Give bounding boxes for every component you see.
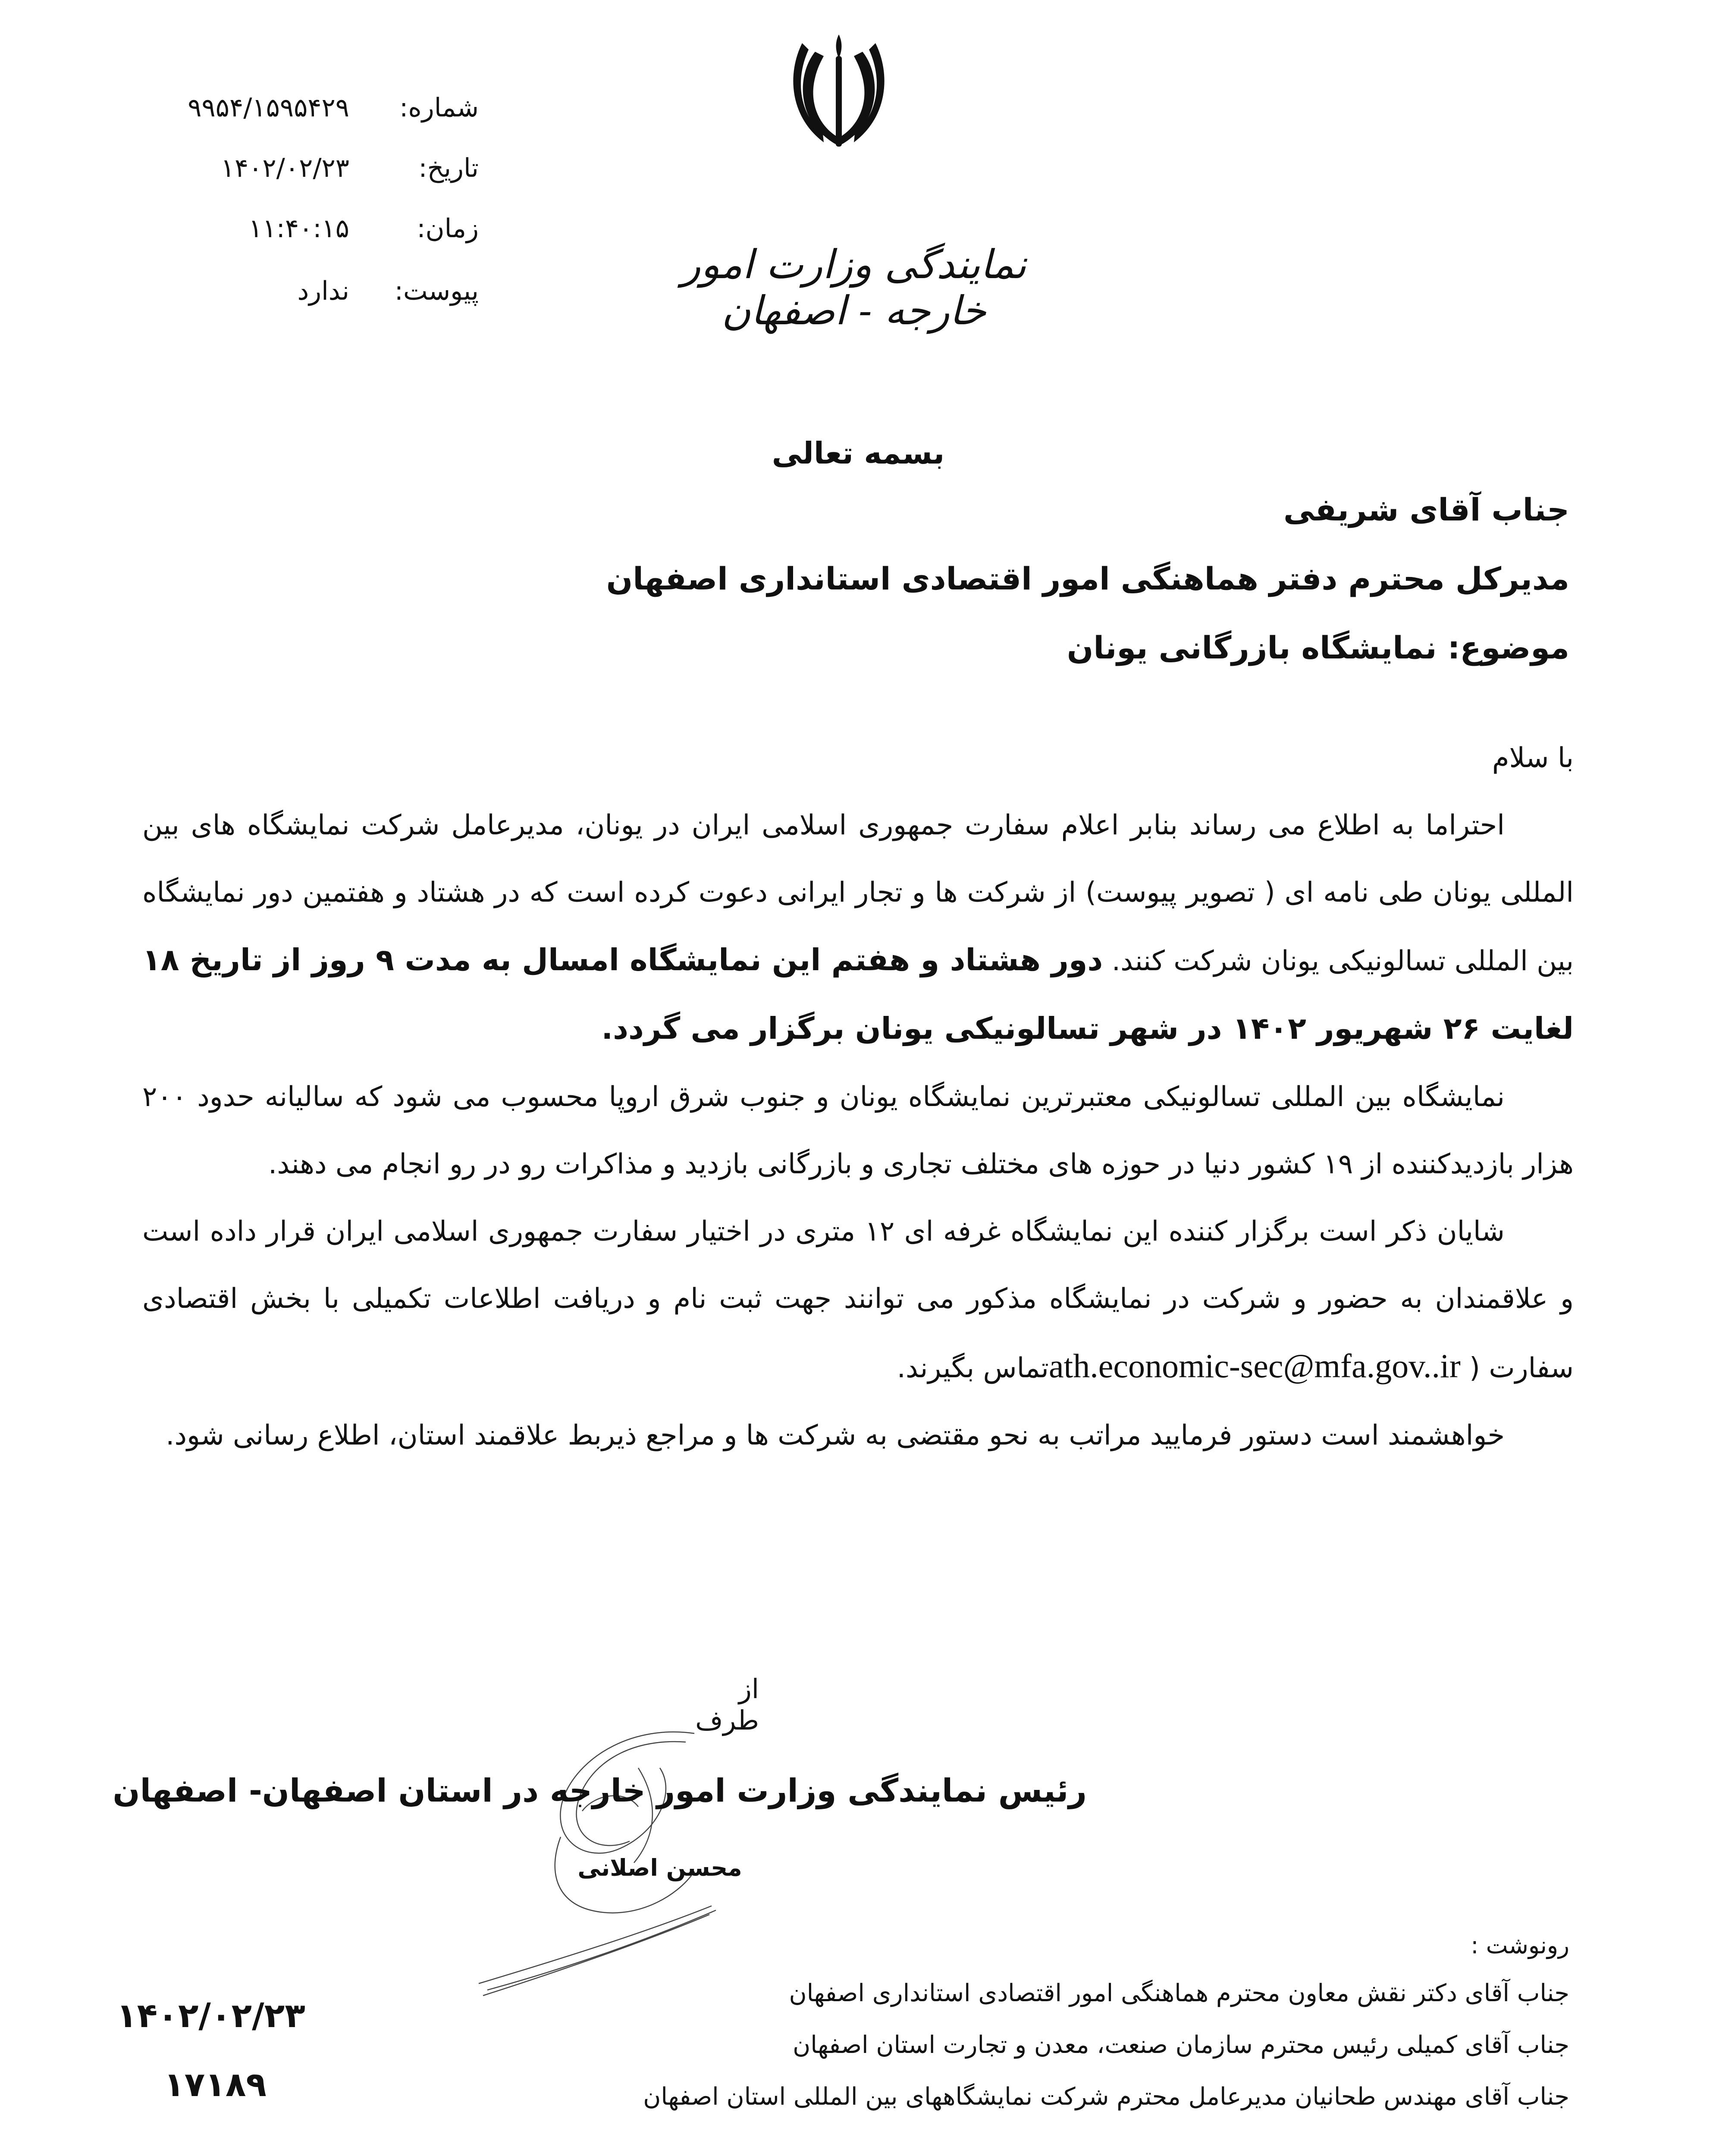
attachment-row [142, 276, 479, 323]
subject-line: موضوع: نمایشگاه بازرگانی یونان [1067, 630, 1569, 666]
attachment-value: ندارد [297, 276, 349, 306]
received-stamp-date: ۱۴۰۲/۰۲/۲۳ [116, 1996, 305, 2035]
on-behalf-of: از طرف [695, 1673, 759, 1736]
signatory-title: رئیس نمایندگی وزارت امور خارجه در استان اصفهان- اصفهان [113, 1772, 1087, 1809]
iran-emblem-icon [789, 26, 888, 155]
attachment-label: پیوست: [394, 276, 479, 306]
cc-recipient-3: جناب آقای مهندس طحانیان مدیرعامل محترم شرکت نمایشگاههای بین المللی استان اصفهان [643, 2083, 1569, 2111]
letter-time-label: زمان: [417, 213, 479, 244]
paragraph-3-end: تماس بگیرند. [897, 1352, 1049, 1384]
paragraph-2: نمایشگاه بین المللی تسالونیکی معتبرترین نمایشگاه یونان و جنوب شرق اروپا محسوب می شود که سالیانه حدود ۲۰۰ هزار بازدیدکننده از ۱۹ کشور دنیا در حوزه های مختلف تجاری و بازرگانی بازدید و مذاکرات رو در رو انجام می دهند. [142, 1081, 1574, 1180]
cc-label: رونوشت : [1471, 1932, 1569, 1959]
ministry-name: نمایندگی وزارت امور خارجه - اصفهان [681, 241, 1026, 334]
letter-time-value: ۱۱:۴۰:۱۵ [248, 213, 349, 244]
letter-number-label: شماره: [399, 93, 479, 123]
bismillah-heading: بسمه تعالی [772, 436, 945, 471]
cc-recipient-2: جناب آقای کمیلی رئیس محترم سازمان صنعت، معدن و تجارت استان اصفهان [793, 2031, 1569, 2059]
paragraph-1-bold: دور هشتاد و هفتم این نمایشگاه امسال به مدت ۹ روز از تاریخ ۱۸ لغایت ۲۶ شهریور ۱۴۰۲ در شهر تسالونیکی یونان برگزار می گردد. [142, 942, 1574, 1046]
greeting: با سلام [1492, 742, 1574, 774]
letter-time-row [142, 213, 479, 261]
paragraph-1 [142, 792, 1574, 1063]
letter-number-value: ۹۹۵۴/۱۵۹۵۴۲۹ [188, 93, 349, 123]
cc-recipient-1: جناب آقای دکتر نقش معاون محترم هماهنگی امور اقتصادی استانداری اصفهان [789, 1979, 1569, 2007]
letter-number-row [142, 93, 479, 140]
letter-date-label: تاریخ: [418, 153, 479, 183]
recipient-name: جناب آقای شریفی [1283, 492, 1569, 528]
received-stamp-number: ۱۷۱۸۹ [164, 2065, 267, 2104]
embassy-email: ath.economic-sec@mfa.gov..ir [1048, 1347, 1461, 1385]
letter-body [142, 724, 1574, 1469]
paragraph-4: خواهشمند است دستور فرمایید مراتب به نحو مقتضی به شرکت ها و مراجع ذیربط علاقمند استان، اطلاع رسانی شود. [166, 1420, 1505, 1451]
recipient-title: مدیرکل محترم دفتر هماهنگی امور اقتصادی استانداری اصفهان [606, 561, 1569, 597]
paragraph-1-text: احتراما به اطلاع می رساند بنابر اعلام سفارت جمهوری اسلامی ایران در یونان، مدیرعامل شرکت نمایشگاه های بین المللی یونان طی نامه ای ( تصویر پیوست) از شرکت ها و تجار ایرانی دعوت کرده است که در هشتاد و هفتمین دور نمایشگاه بین المللی تسالونیکی یونان شرکت کنند. [142, 809, 1574, 977]
letter-date-value: ۱۴۰۲/۰۲/۲۳ [220, 153, 349, 183]
letter-date-row [142, 153, 479, 201]
signatory-name: محسن اصلانی [577, 1854, 742, 1881]
paragraph-3-text: شایان ذکر است برگزار کننده این نمایشگاه غرفه ای ۱۲ متری در اختیار سفارت جمهوری اسلامی ایران قرار داده است و علاقمندان به حضور و شرکت در نمایشگاه مذکور می توانند جهت ثبت نام و دریافت اطلاعات تکمیلی با بخش اقتصادی سفارت ( [142, 1216, 1574, 1384]
paragraph-3 [142, 1198, 1574, 1402]
